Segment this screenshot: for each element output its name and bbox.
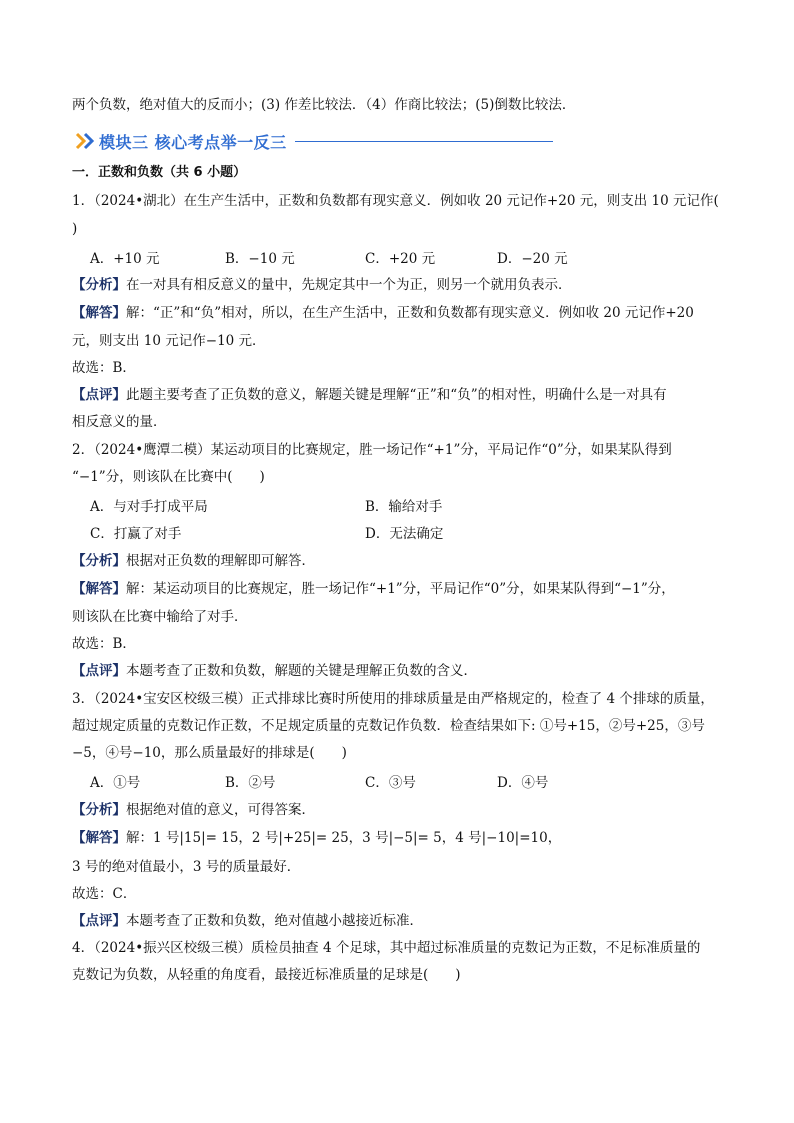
q3-answer: 故选：C．: [72, 886, 137, 902]
q3-solution-line1: [72, 828, 561, 848]
q3-analysis: [72, 800, 315, 820]
q1-stem-line1: 1．（2024•湖北）在生产生活中，正数和负数都有现实意义．例如收 20 元记作+20 元，则支出 10 元记作(: [72, 193, 719, 209]
q1-option-c: C．+20 元: [365, 251, 436, 267]
q1-solution-text-1: 解：“正”和“负”相对，所以，在生产生活中，正数和负数都有现实意义．例如收 20 元记作+20: [126, 305, 694, 321]
q3-stem-line2: 超过规定质量的克数记作正数，不足规定质量的克数记作负数．检查结果如下: ①号+15，②号+25，③号: [72, 718, 705, 734]
q2-answer: 故选：B．: [72, 636, 136, 652]
q2-stem-line2: “−1”分，则该队在比赛中( ): [72, 469, 265, 485]
q1-option-a: A．+10 元: [90, 251, 160, 267]
q2-option-d: D．无法确定: [365, 526, 444, 542]
section-title: 模块三 核心考点举一反三: [99, 132, 287, 152]
q1-answer: 故选：B．: [72, 360, 136, 376]
q3-analysis-text: 根据绝对值的意义，可得答案．: [126, 802, 315, 818]
q2-analysis: [72, 551, 315, 571]
q1-option-d: D．−20 元: [497, 251, 568, 267]
analysis-tag: 【分析】: [72, 802, 126, 818]
q4-stem-line1: 4．（2024•振兴区校级三模）质检员抽查 4 个足球，其中超过标准质量的克数记为正数，不足标准质量的: [72, 940, 701, 956]
q1-comment-line2: 相反意义的量．: [72, 414, 167, 430]
q3-comment-line1: [72, 911, 423, 931]
q4-stem-line2: 克数记为负数，从轻重的角度看，最接近标准质量的足球是( ): [72, 967, 461, 983]
q2-comment-text-1: 本题考查了正数和负数，解题的关键是理解正负数的含义．: [126, 663, 477, 679]
q2-solution-line1: [72, 579, 675, 599]
q3-comment-text-1: 本题考查了正数和负数，绝对值越小越接近标准．: [126, 913, 423, 929]
solution-tag: 【解答】: [72, 830, 126, 846]
q2-option-a: A．与对手打成平局: [90, 499, 208, 515]
section-rule: [295, 141, 553, 142]
q1-stem-line2: ): [72, 221, 78, 237]
comment-tag: 【点评】: [72, 387, 126, 403]
analysis-tag: 【分析】: [72, 553, 126, 569]
q3-option-a: A．①号: [90, 775, 141, 791]
solution-tag: 【解答】: [72, 305, 126, 321]
q1-solution-line2: 元，则支出 10 元记作−10 元．: [72, 333, 266, 349]
intro-line: 两个负数，绝对值大的反而小；(3) 作差比较法．（4）作商比较法；(5)倒数比较法．: [72, 97, 576, 113]
q2-solution-text-1: 解：某运动项目的比赛规定，胜一场记作“+1”分，平局记作“0”分，如果某队得到“−1”分，: [126, 581, 675, 597]
q2-comment-line1: [72, 661, 477, 681]
q3-solution-text-1: 解：1 号|15|= 15，2 号|+25|= 25，3 号|−5|= 5，4 号|−10|=10，: [126, 830, 562, 846]
q3-stem-line3: −5，④号−10，那么质量最好的排球是( ): [72, 745, 347, 761]
q1-comment-text-1: 此题主要考查了正负数的意义，解题关键是理解“正”和“负”的相对性，明确什么是一对具有: [126, 387, 667, 403]
q3-option-b: B．②号: [225, 775, 276, 791]
comment-tag: 【点评】: [72, 913, 126, 929]
comment-tag: 【点评】: [72, 663, 126, 679]
q2-stem-line1: 2．（2024•鹰潭二模）某运动项目的比赛规定，胜一场记作“+1”分，平局记作“0”分，如果某队得到: [72, 442, 672, 458]
category-heading: 一．正数和负数（共 6 小题）: [72, 165, 247, 180]
q1-comment-line1: [72, 385, 667, 405]
q2-analysis-text: 根据对正负数的理解即可解答．: [126, 553, 315, 569]
q3-option-d: D．④号: [497, 775, 549, 791]
q3-solution-line2: 3 号的绝对值最小，3 号的质量最好．: [72, 859, 301, 875]
double-chevron-icon: [75, 132, 97, 150]
analysis-tag: 【分析】: [72, 277, 126, 293]
q2-solution-line2: 则该队在比赛中输给了对手．: [72, 609, 248, 625]
q3-stem-line1: 3．（2024•宝安区校级三模）正式排球比赛时所使用的排球质量是由严格规定的，检查了 4 个排球的质量，: [72, 691, 714, 707]
section-header: [75, 128, 553, 154]
q2-option-c: C．打赢了对手: [90, 526, 182, 542]
q1-solution-line1: [72, 303, 694, 323]
q1-analysis-text: 在一对具有相反意义的量中，先规定其中一个为正，则另一个就用负表示．: [126, 277, 572, 293]
q1-option-b: B．−10 元: [225, 251, 295, 267]
q2-option-b: B．输给对手: [365, 499, 443, 515]
q3-option-c: C．③号: [365, 775, 416, 791]
q1-analysis: [72, 275, 572, 295]
solution-tag: 【解答】: [72, 581, 126, 597]
